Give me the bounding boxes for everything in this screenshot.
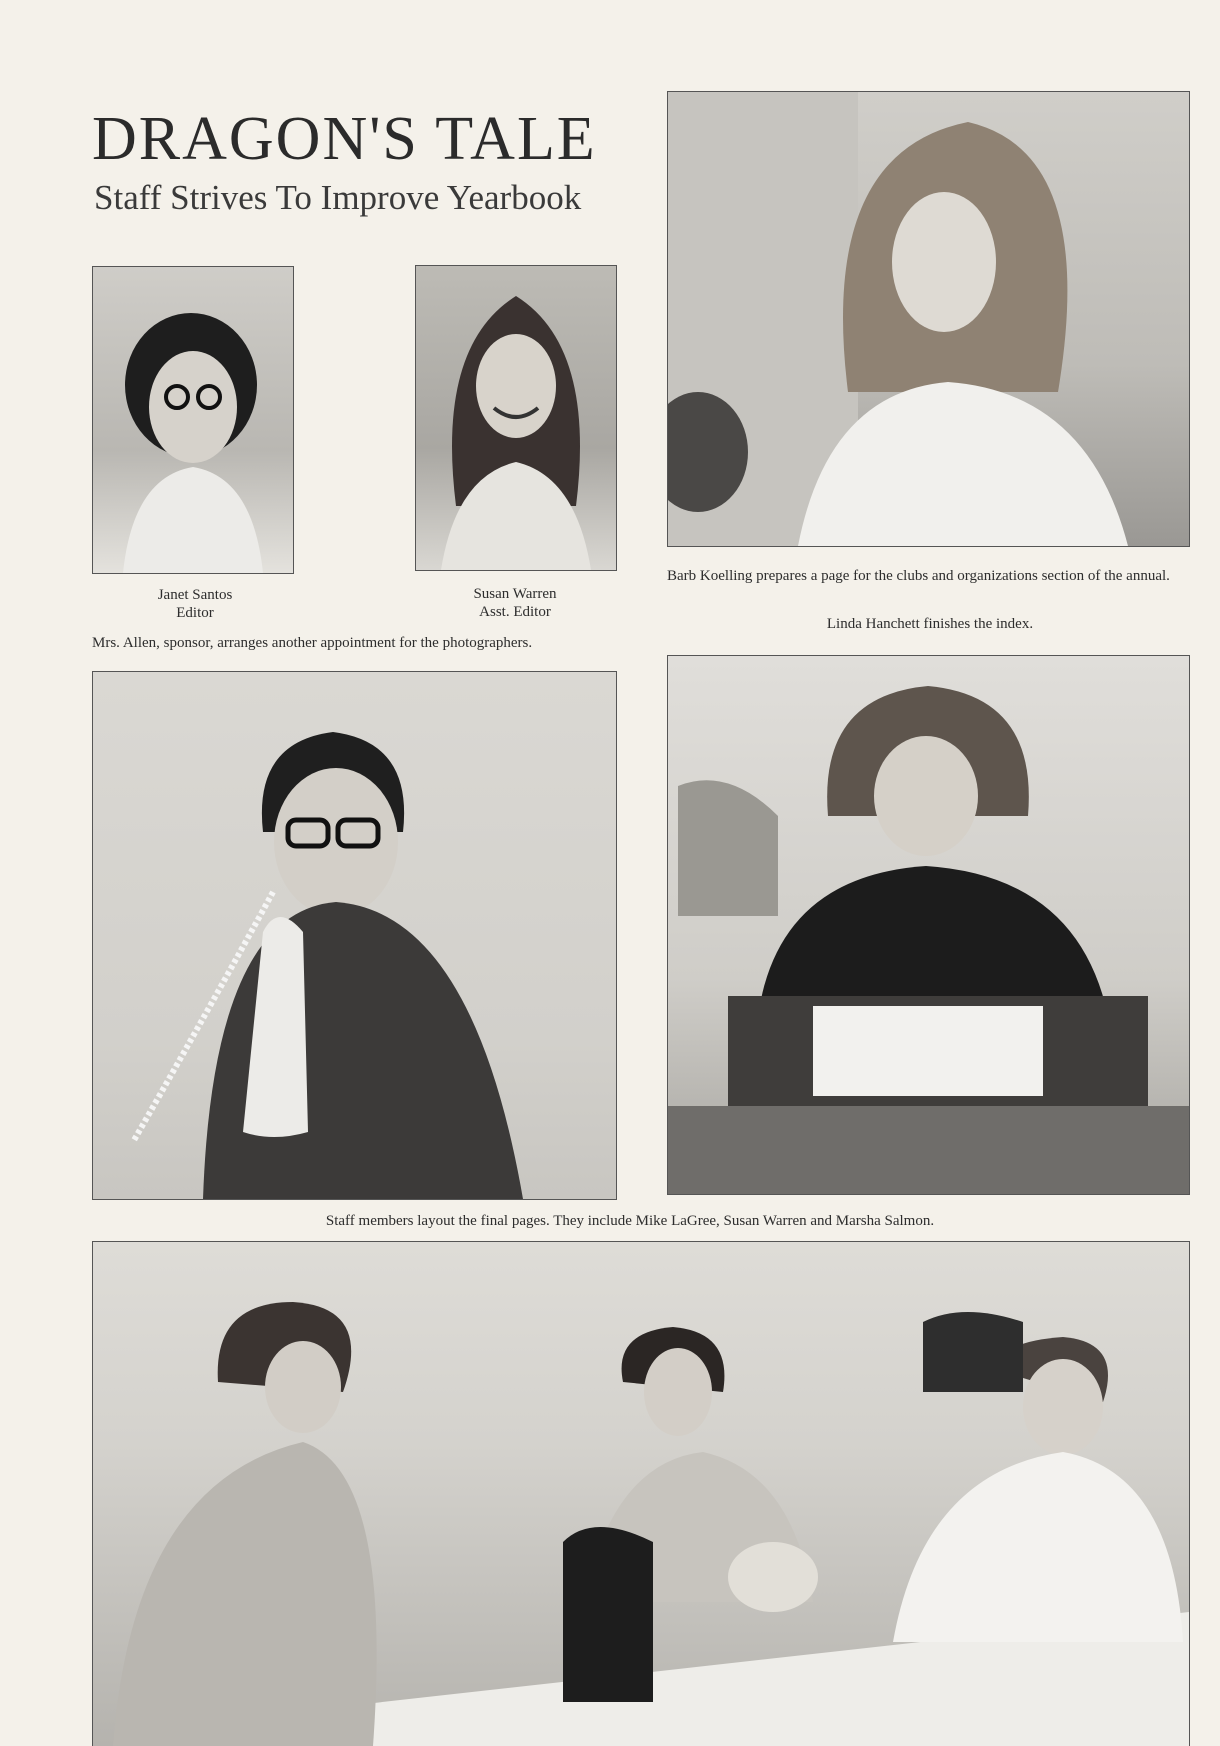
caption-staff-members: Staff members layout the final pages. They include Mike LaGree, Susan Warren and Marsha Salmon. — [325, 1213, 935, 1229]
photo-linda-hanchett-typing — [667, 655, 1190, 1195]
portrait-photo-janet-santos — [92, 266, 294, 574]
portrait-role: Editor — [176, 605, 214, 621]
photo-mrs-allen-on-phone — [92, 671, 617, 1200]
portrait-name: Janet Santos — [157, 587, 233, 603]
photo-barb-koelling — [667, 91, 1190, 547]
portrait-name: Susan Warren — [473, 586, 557, 602]
caption-linda-hanchett: Linda Hanchett finishes the index. — [826, 616, 1034, 632]
photo-staff-layout-final-pages — [92, 1241, 1190, 1746]
portrait-caption-susan-warren — [430, 585, 600, 621]
page-title: DRAGON'S TALE — [92, 105, 597, 173]
caption-mrs-allen: Mrs. Allen, sponsor, arranges another appointment for the photographers. — [92, 635, 533, 651]
portrait-caption-janet-santos — [112, 586, 278, 622]
page-subtitle: Staff Strives To Improve Yearbook — [94, 178, 582, 217]
portrait-photo-susan-warren — [415, 265, 617, 571]
caption-barb-koelling: Barb Koelling prepares a page for the clubs and organizations section of the annual. — [667, 568, 1170, 584]
portrait-role: Asst. Editor — [479, 604, 551, 620]
